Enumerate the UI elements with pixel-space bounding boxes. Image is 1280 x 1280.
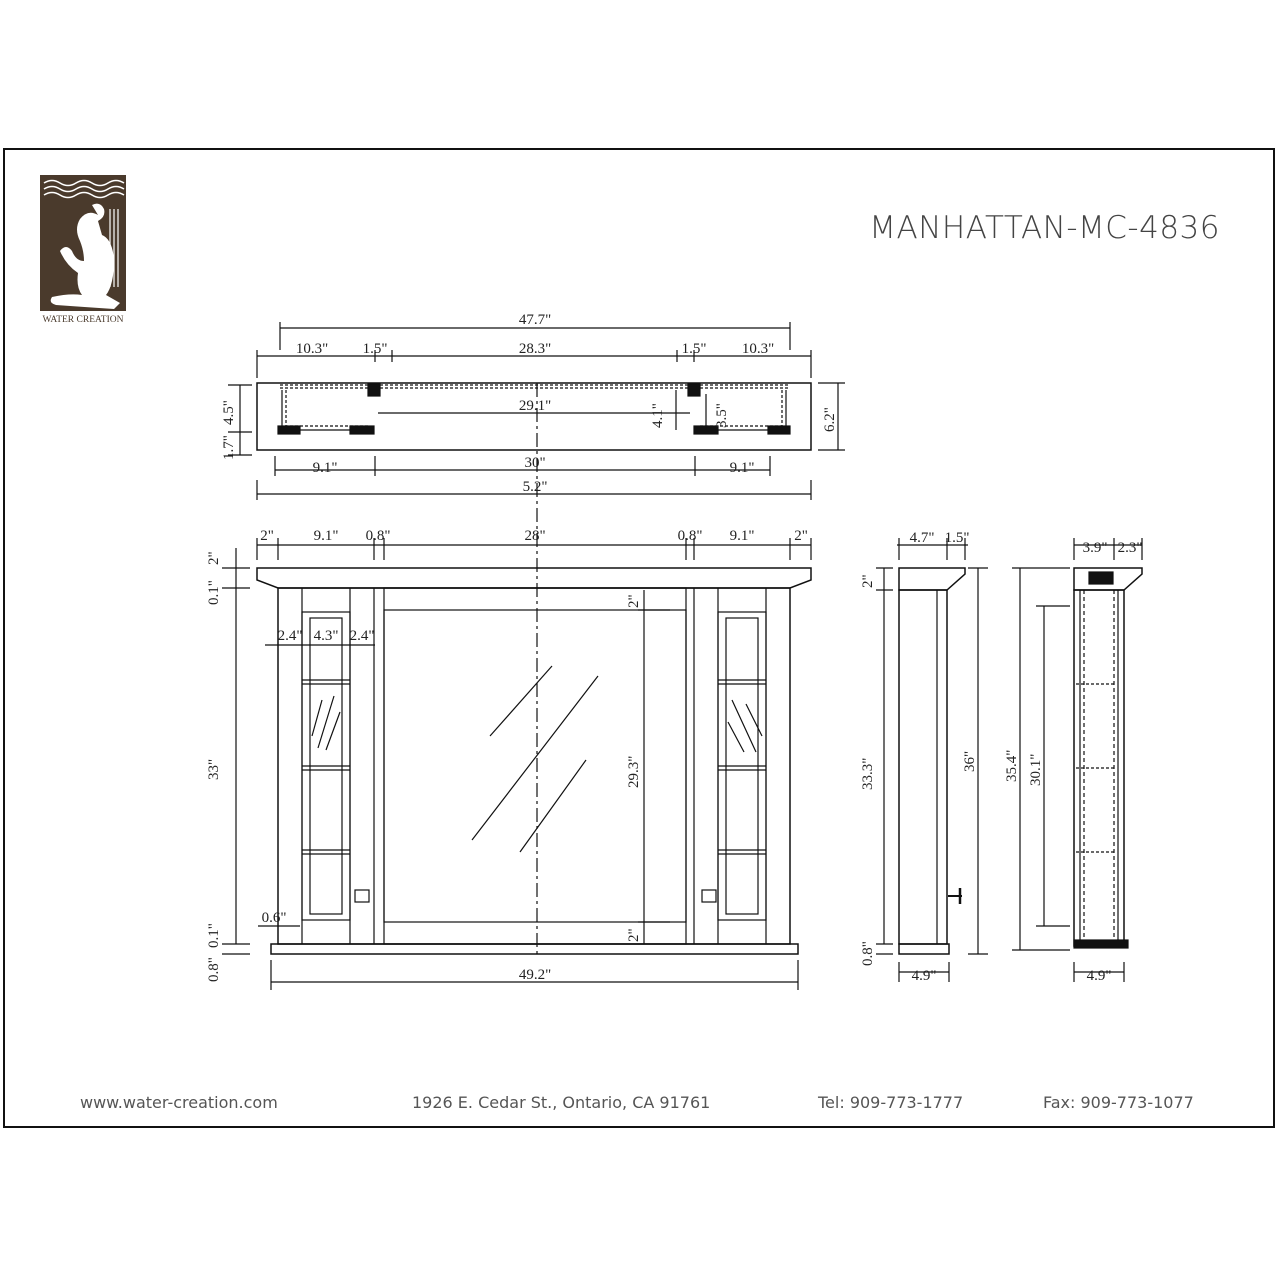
dim-side-crown-height: 2" bbox=[860, 574, 876, 588]
dim-front-top-seg-4: 28" bbox=[524, 528, 546, 544]
dim-top-bottom-seg-3: 9.1" bbox=[729, 460, 755, 476]
dim-side-top-seg-2: 1.5" bbox=[944, 530, 970, 546]
dim-front-top-seg-7: 2" bbox=[794, 528, 808, 544]
dim-front-crown-height: 2" bbox=[206, 551, 222, 565]
dim-top-left-height-1: 1.7" bbox=[221, 435, 237, 460]
dim-section-top-seg-1: 3.9" bbox=[1082, 540, 1108, 556]
dim-section-depth: 4.9" bbox=[1086, 968, 1112, 984]
dim-front-mirror-top-rail: 2" bbox=[626, 594, 642, 608]
footer-website[interactable]: www.water-creation.com bbox=[80, 1093, 278, 1112]
dim-front-top-seg-3: 0.8" bbox=[365, 528, 391, 544]
dim-side-height-total: 36" bbox=[962, 750, 978, 772]
dim-front-top-seg-5: 0.8" bbox=[677, 528, 703, 544]
dim-front-mirror-height: 29.3" bbox=[626, 755, 642, 788]
dim-section-height-inner: 30.1" bbox=[1028, 753, 1044, 786]
dim-side-depth: 4.9" bbox=[911, 968, 937, 984]
dim-front-base-gap: 0.6" bbox=[261, 910, 287, 926]
dim-top-bottom-seg-2: 30" bbox=[524, 455, 546, 471]
dim-top-bottom-seg-1: 9.1" bbox=[312, 460, 338, 476]
dim-side-height-inner: 33.3" bbox=[860, 757, 876, 790]
dim-front-door-seg-3: 2.4" bbox=[349, 628, 375, 644]
logo-text: WATER CREATION bbox=[42, 315, 124, 325]
model-title: MANHATTAN-MC-4836 bbox=[869, 210, 1220, 246]
dim-front-crown-gap: 0.1" bbox=[206, 580, 222, 605]
dim-front-door-seg-2: 4.3" bbox=[313, 628, 339, 644]
footer-fax: Fax: 909-773-1077 bbox=[1043, 1093, 1194, 1112]
dim-top-inner-depth-2: 3.5" bbox=[714, 403, 730, 428]
dim-top-overall: 47.7" bbox=[518, 312, 552, 328]
front-view bbox=[222, 538, 811, 990]
dim-section-height-total: 35.4" bbox=[1004, 749, 1020, 782]
dim-top-seg-4: 1.5" bbox=[681, 341, 707, 357]
dim-front-body-height: 33" bbox=[206, 758, 222, 780]
dim-front-base-height-2: 0.1" bbox=[206, 923, 222, 948]
dim-section-top-seg-2: 2.3" bbox=[1117, 540, 1143, 556]
dim-top-overall-bottom: 5.2" bbox=[522, 479, 548, 495]
dim-top-seg-1: 10.3" bbox=[295, 341, 329, 357]
dim-top-left-height-2: 4.5" bbox=[221, 400, 237, 425]
footer-tel: Tel: 909-773-1777 bbox=[818, 1093, 964, 1112]
dim-front-top-seg-6: 9.1" bbox=[729, 528, 755, 544]
dim-front-mirror-bottom-rail: 2" bbox=[626, 928, 642, 942]
footer-address: 1926 E. Cedar St., Ontario, CA 91761 bbox=[412, 1093, 711, 1112]
dim-front-top-seg-1: 2" bbox=[260, 528, 274, 544]
dim-front-door-seg-1: 2.4" bbox=[277, 628, 303, 644]
dim-front-top-seg-2: 9.1" bbox=[313, 528, 339, 544]
dim-top-depth: 6.2" bbox=[822, 407, 838, 432]
dim-top-inner-width: 29.1" bbox=[518, 398, 552, 414]
dim-top-seg-2: 1.5" bbox=[362, 341, 388, 357]
dim-side-base-height: 0.8" bbox=[860, 941, 876, 966]
dim-side-top-seg-1: 4.7" bbox=[909, 530, 935, 546]
dim-front-base-height-1: 0.8" bbox=[206, 957, 222, 982]
dim-front-overall-width: 49.2" bbox=[518, 967, 552, 983]
dim-top-seg-5: 10.3" bbox=[741, 341, 775, 357]
dim-top-inner-depth-1: 4.1" bbox=[650, 403, 666, 428]
dim-top-seg-3: 28.3" bbox=[518, 341, 552, 357]
